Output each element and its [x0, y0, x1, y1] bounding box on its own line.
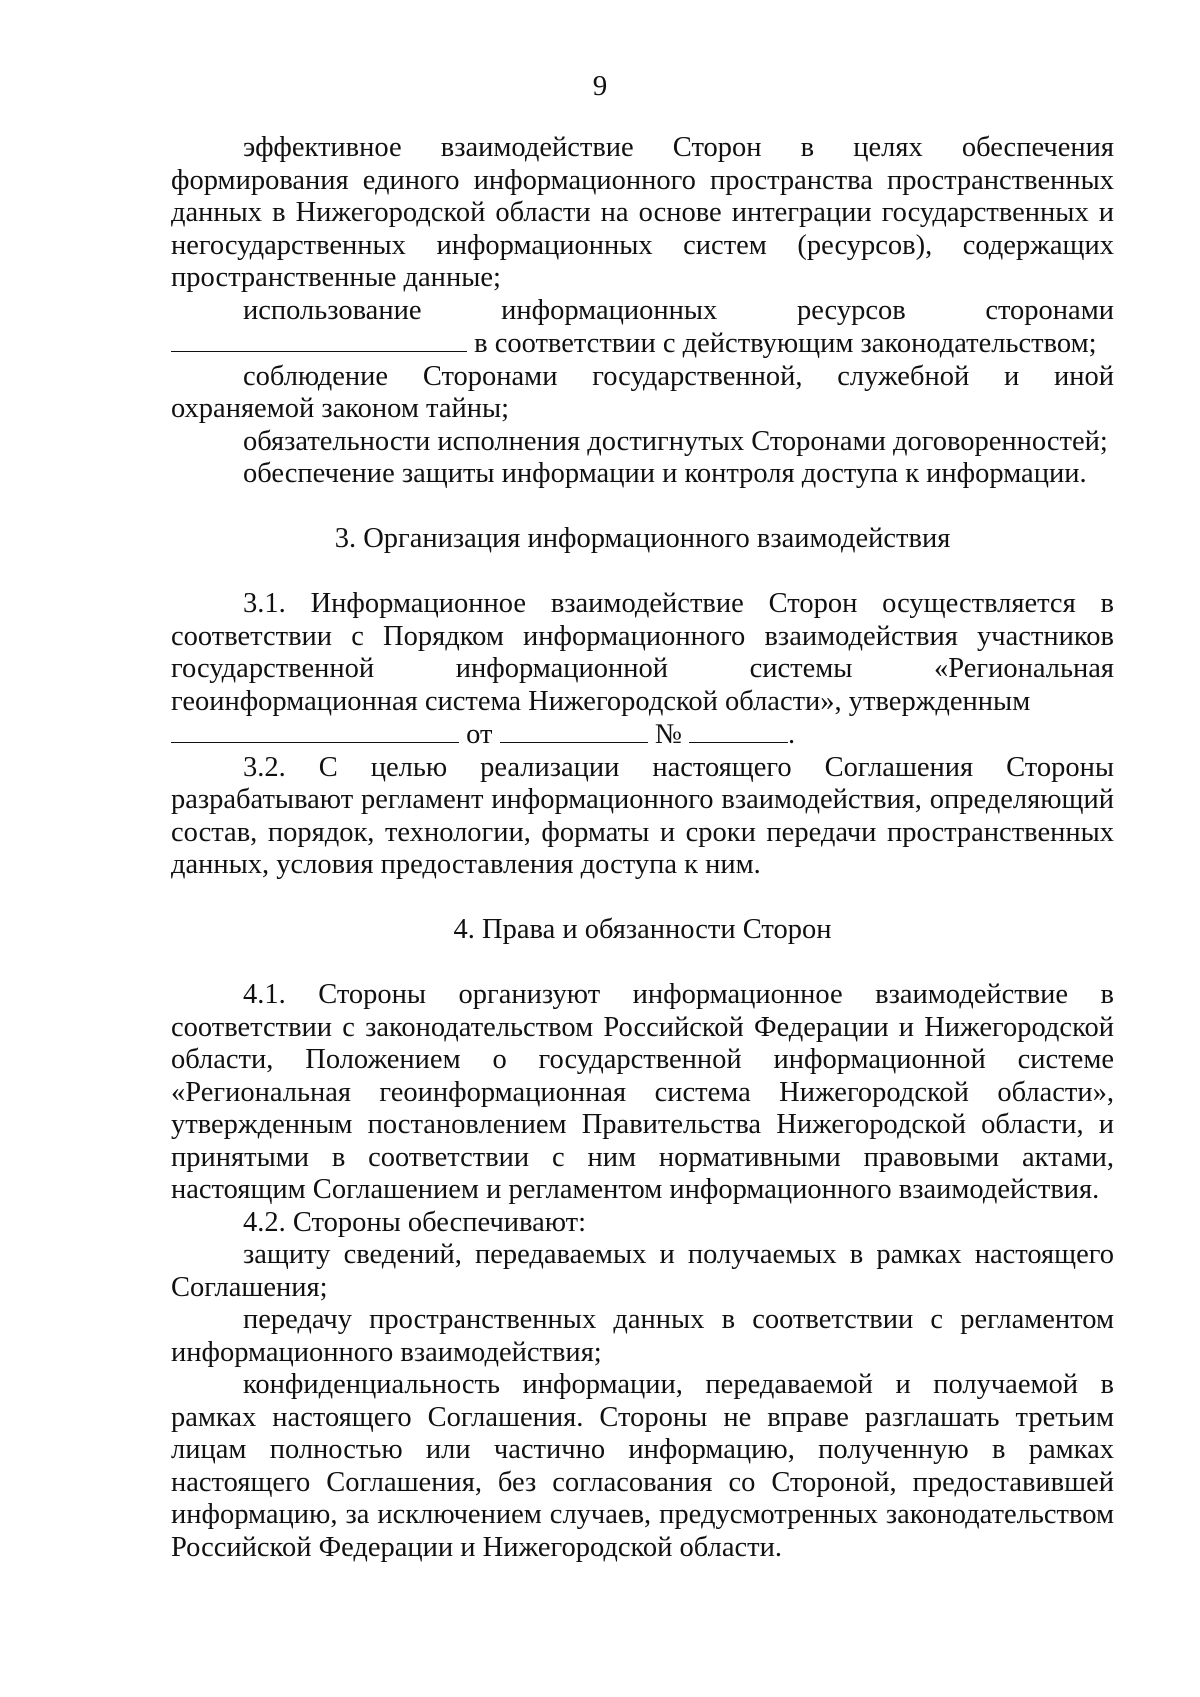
- paragraph-information-protection: обеспечение защиты информации и контроля доступа к информации.: [243, 458, 1087, 489]
- paragraph-secrecy: соблюдение Сторонами государственной, служебной и иной охраняемой законом тайны;: [171, 360, 1114, 424]
- spacer: [171, 882, 1114, 915]
- blank-line-date: [500, 718, 648, 743]
- page-number: 9: [592, 70, 608, 102]
- section-3-heading: 3. Организация информационного взаимодействия: [334, 523, 951, 554]
- paragraph-3-2: 3.2. С целью реализации настоящего Соглашения Стороны разрабатывают регламент информационного взаимодействия, определяющий состав, порядок, технологии, форматы и сроки передачи пространственных данных, условия предоставления доступа к ним.: [171, 751, 1114, 880]
- approval-from-label: от: [466, 719, 493, 750]
- approval-number-sign: №: [654, 719, 682, 750]
- approval-line-end: .: [788, 719, 796, 750]
- section-4-heading: 4. Права и обязанности Сторон: [453, 914, 832, 945]
- document-body: [171, 132, 1114, 1564]
- paragraph-effective-interaction: эффективное взаимодействие Сторон в целях обеспечения формирования единого информационного пространства пространственных данных в Нижегородской области на основе интеграции государственных и негосударственных информационных систем (ресурсов), содержащих пространственные данные;: [171, 132, 1114, 293]
- blank-line-party: [171, 327, 467, 352]
- paragraph-confidentiality: конфиденциальность информации, передаваемой и получаемой в рамках настоящего Соглашения. Стороны не вправе разглашать третьим лицам полностью или частично информацию, полученную в рамках настоящего Соглашения, без согласования со Стороной, предоставившей информацию, за исключением случаев, предусмотренных законодательством Российской Федерации и Нижегородской области.: [171, 1369, 1114, 1563]
- spacer: [171, 556, 1114, 589]
- paragraph-4-1: 4.1. Стороны организуют информационное взаимодействие в соответствии с законодательством Российской Федерации и Нижегородской области, Положением о государственной информационной системе «Региональная геоинформационная система Нижегородской области», утвержденным постановлением Правительства Нижегородской области, и принятыми в соответствии с ним нормативными правовыми актами, настоящим Соглашением и регламентом информационного взаимодействия.: [171, 979, 1114, 1205]
- paragraph-4-2: 4.2. Стороны обеспечивают:: [243, 1206, 587, 1238]
- spacer: [171, 947, 1114, 980]
- paragraph-obligations: обязательности исполнения достигнутых Сторонами договоренностей;: [243, 425, 1108, 457]
- paragraph-3-1: 3.1. Информационное взаимодействие Сторон осуществляется в соответствии с Порядком информационного взаимодействия участников государственной информационной системы «Региональная геоинформационная система Нижегородской области», утвержденным: [171, 588, 1114, 717]
- paragraph-data-protection: защиту сведений, передаваемых и получаемых в рамках настоящего Соглашения;: [171, 1239, 1114, 1303]
- paragraph-3-1-approval-line: [171, 718, 1114, 752]
- blank-line-approved-by: [171, 718, 459, 743]
- blank-line-number: [689, 718, 788, 743]
- resource-use-text: в соответствии с действующим законодательством;: [474, 328, 1097, 359]
- paragraph-resource-use-line1: использование информационных ресурсов сторонами: [243, 294, 1114, 326]
- paragraph-spatial-data-transfer: передачу пространственных данных в соответствии с регламентом информационного взаимодействия;: [171, 1304, 1114, 1368]
- spacer: [171, 491, 1114, 524]
- paragraph-resource-use-line2: [171, 327, 1114, 361]
